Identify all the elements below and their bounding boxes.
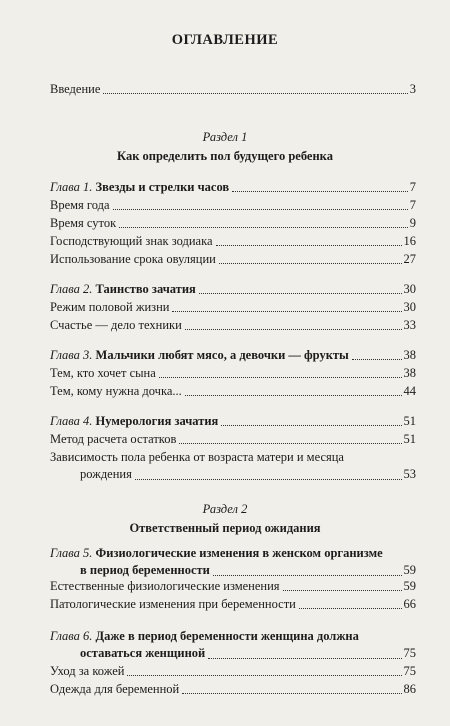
entry-label: Господствующий знак зодиака	[50, 234, 213, 248]
entry-page: 59	[403, 579, 416, 593]
entry-page: 59	[403, 563, 416, 577]
entry-label: Одежда для беременной	[50, 682, 180, 696]
dot-leader	[216, 245, 402, 246]
entry-page: 86	[403, 682, 416, 696]
entry-page: 51	[403, 414, 416, 428]
dot-leader	[352, 359, 402, 360]
entry-page: 27	[403, 252, 416, 266]
entry-page: 16	[403, 234, 416, 248]
toc-entry	[50, 198, 416, 213]
entry-label-line2: рождения	[80, 467, 132, 481]
dot-leader	[127, 675, 401, 676]
chapter-prefix: Глава 5.	[50, 546, 93, 560]
dot-leader	[179, 443, 401, 444]
toc-entry	[50, 579, 416, 594]
dot-leader	[135, 479, 402, 480]
entry-page: 30	[403, 300, 416, 314]
dot-leader	[208, 658, 401, 659]
chapter-title: Звезды и стрелки часов	[95, 180, 230, 194]
entry-page: 38	[403, 366, 416, 380]
section-number: Раздел 2	[202, 502, 248, 516]
chapter-title: Нумерология зачатия	[95, 414, 219, 428]
dot-leader	[159, 377, 402, 378]
entry-page: 75	[403, 646, 416, 660]
entry-label: Использование срока овуляции	[50, 252, 216, 266]
entry-page: 38	[403, 348, 416, 362]
entry-page: 7	[409, 180, 416, 194]
entry-label-line1: Зависимость пола ребенка от возраста матери и месяца	[50, 450, 344, 464]
toc-entry	[50, 664, 416, 679]
dot-leader	[182, 693, 401, 694]
dot-leader	[172, 311, 401, 312]
entry-label: Время года	[50, 198, 110, 212]
chapter-3	[50, 348, 416, 363]
entry-label: Тем, кто хочет сына	[50, 366, 156, 380]
section-1-heading	[0, 130, 450, 164]
dot-leader	[299, 608, 402, 609]
chapter-prefix: Глава 1.	[50, 180, 93, 194]
toc-entry-wrapped	[50, 449, 416, 483]
toc-entry-intro	[50, 82, 416, 97]
chapter-title-line1: Даже в период беременности женщина должна	[95, 629, 359, 643]
dot-leader	[119, 227, 408, 228]
chapter-5	[50, 545, 416, 579]
chapter-title: Таинство зачатия	[95, 282, 196, 296]
entry-page: 33	[403, 318, 416, 332]
chapter-prefix: Глава 4.	[50, 414, 93, 428]
entry-page: 9	[409, 216, 416, 230]
toc-entry	[50, 300, 416, 315]
chapter-prefix: Глава 6.	[50, 629, 93, 643]
chapter-prefix: Глава 2.	[50, 282, 93, 296]
section-name: Как определить пол будущего ребенка	[117, 149, 333, 163]
toc-entry	[50, 597, 416, 612]
chapter-2	[50, 282, 416, 297]
entry-label: Патологические изменения при беременности	[50, 597, 296, 611]
chapter-title-line2: оставаться женщиной	[80, 646, 206, 660]
entry-label: Режим половой жизни	[50, 300, 170, 314]
toc-entry	[50, 252, 416, 267]
dot-leader	[221, 425, 401, 426]
toc-entry	[50, 432, 416, 447]
entry-label: Метод расчета остатков	[50, 432, 177, 446]
dot-leader	[185, 395, 402, 396]
dot-leader	[199, 293, 402, 294]
chapter-title-line1: Физиологические изменения в женском организме	[95, 546, 383, 560]
toc-entry	[50, 366, 416, 381]
dot-leader	[219, 263, 402, 264]
toc-entry	[50, 682, 416, 697]
entry-label: Счастье — дело техники	[50, 318, 182, 332]
entry-page: 7	[409, 198, 416, 212]
chapter-title-line2: в период беременности	[80, 563, 210, 577]
chapter-6	[50, 628, 416, 662]
dot-leader	[113, 209, 408, 210]
section-2-heading	[0, 502, 450, 536]
toc-entry	[50, 234, 416, 249]
section-name: Ответственный период ожидания	[129, 521, 321, 535]
entry-label: Время суток	[50, 216, 117, 230]
entry-label: Введение	[50, 82, 101, 96]
dot-leader	[232, 191, 408, 192]
section-number: Раздел 1	[202, 130, 248, 144]
page-title: ОГЛАВЛЕНИЕ	[171, 32, 279, 48]
entry-page: 66	[403, 597, 416, 611]
entry-page: 44	[403, 384, 416, 398]
chapter-4	[50, 414, 416, 429]
entry-page: 30	[403, 282, 416, 296]
dot-leader	[213, 575, 402, 576]
entry-page: 75	[403, 664, 416, 678]
dot-leader	[185, 329, 402, 330]
entry-label: Уход за кожей	[50, 664, 125, 678]
chapter-1	[50, 180, 416, 195]
toc-entry	[50, 216, 416, 231]
entry-page: 3	[409, 82, 416, 96]
entry-label: Тем, кому нужна дочка...	[50, 384, 182, 398]
dot-leader	[103, 93, 407, 94]
entry-page: 53	[403, 467, 416, 481]
toc-entry	[50, 384, 416, 399]
dot-leader	[283, 590, 402, 591]
chapter-title: Мальчики любят мясо, а девочки — фрукты	[95, 348, 349, 362]
toc-entry	[50, 318, 416, 333]
entry-page: 51	[403, 432, 416, 446]
entry-label: Естественные физиологические изменения	[50, 579, 280, 593]
chapter-prefix: Глава 3.	[50, 348, 93, 362]
